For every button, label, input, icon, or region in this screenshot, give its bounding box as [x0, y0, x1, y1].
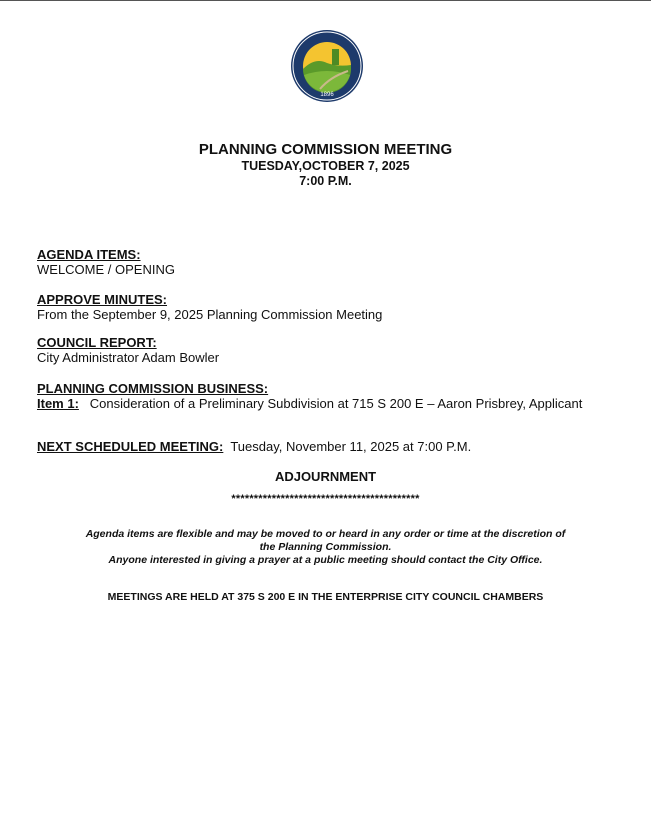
svg-text:1896: 1896 [320, 92, 334, 98]
next-meeting-section [37, 439, 471, 454]
business-section [37, 381, 582, 411]
agenda-section [37, 247, 175, 277]
business-heading: PLANNING COMMISSION BUSINESS: [37, 381, 269, 396]
minutes-heading: APPROVE MINUTES: [37, 292, 168, 307]
city-seal-logo [290, 29, 364, 103]
next-meeting-heading: NEXT SCHEDULED MEETING: [37, 439, 224, 454]
meeting-location: MEETINGS ARE HELD AT 375 S 200 E IN THE ENTERPRISE CITY COUNCIL CHAMBERS [107, 591, 544, 603]
separator-stars: ****************************************** [231, 493, 420, 505]
meeting-time: 7:00 P.M. [299, 174, 352, 188]
next-meeting-text: Tuesday, November 11, 2025 at 7:00 P.M. [230, 439, 472, 454]
agenda-note [0, 528, 651, 567]
item-1-text: Consideration of a Preliminary Subdivision at 715 S 200 E – Aaron Prisbrey, Applicant [89, 396, 583, 411]
note-line-3: Anyone interested in giving a prayer at a public meeting should contact the City Office. [108, 554, 543, 566]
minutes-section [37, 292, 382, 322]
agenda-heading: AGENDA ITEMS: [37, 247, 141, 262]
agenda-text: WELCOME / OPENING [37, 262, 175, 277]
item-1-label: Item 1: [37, 396, 79, 411]
note-line-2: the Planning Commission. [259, 541, 392, 553]
council-section [37, 335, 219, 365]
minutes-text: From the September 9, 2025 Planning Commission Meeting [37, 307, 383, 322]
council-heading: COUNCIL REPORT: [37, 335, 157, 350]
note-line-1: Agenda items are flexible and may be moved to or heard in any order or time at the discretion of [85, 528, 566, 540]
council-text: City Administrator Adam Bowler [37, 350, 220, 365]
adjournment: ADJOURNMENT [274, 469, 377, 484]
page-title: PLANNING COMMISSION MEETING [198, 141, 453, 158]
meeting-date: TUESDAY,OCTOBER 7, 2025 [241, 159, 410, 173]
